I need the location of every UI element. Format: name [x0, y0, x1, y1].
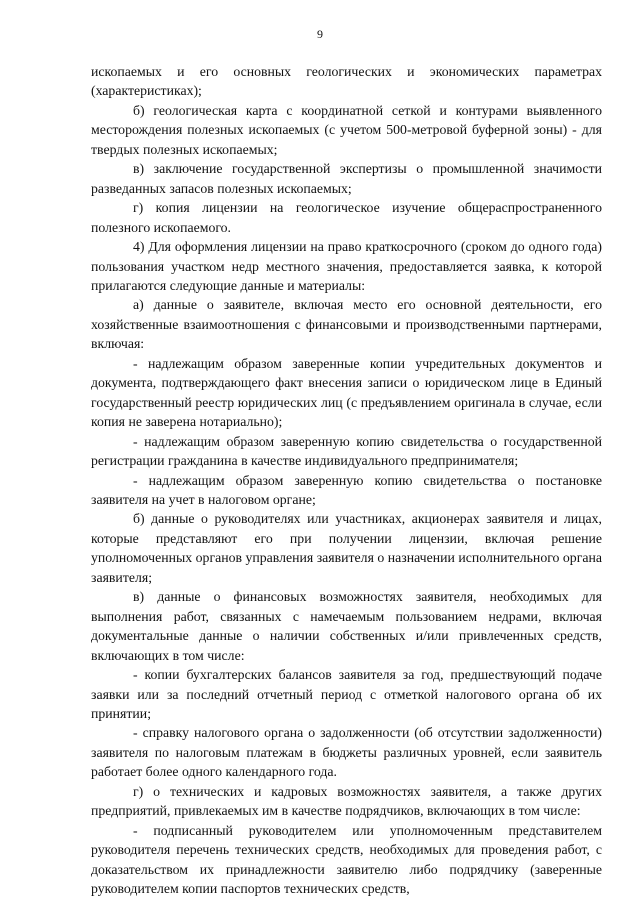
- paragraph-11: в) данные о финансовых возможностях заявителя, необходимых для выполнения работ, связанных с намечаемым пользованием недрами, включая документальные данные о наличии собственных и/или привлеченных средств, включающих в том числе:: [91, 589, 602, 663]
- paragraph-14: г) о технических и кадровых возможностях заявителя, а также других предприятий, привлекаемых им в качестве подрядчиков, включающих в том числе:: [91, 783, 602, 819]
- paragraph-2: б) геологическая карта с координатной сеткой и контурами выявленного месторождения полезных ископаемых (с учетом 500-метровой буферной зоны) - для твердых полезных ископаемых;: [91, 102, 602, 157]
- paragraph-10: б) данные о руководителях или участниках, акционерах заявителя и лицах, которые представляют его при получении лицензии, включая решение уполномоченных органов управления заявителя о назначении исполнительного органа заявителя;: [91, 511, 602, 585]
- paragraph-3: в) заключение государственной экспертизы о промышленной значимости разведанных запасов полезных ископаемых;: [91, 161, 602, 196]
- paragraph-1: ископаемых и его основных геологических и экономических параметрах (характеристиках);: [91, 64, 602, 99]
- paragraph-13: - справку налогового органа о задолженности (об отсутствии задолженности) заявителя по налоговым платежам в бюджеты различных уровней, если заявитель работает более одного календарного года.: [91, 725, 602, 780]
- paragraph-5: 4) Для оформления лицензии на право краткосрочного (сроком до одного года) пользования участком недр местного значения, предоставляется заявка, к которой прилагаются следующие данные и материалы:: [91, 239, 602, 293]
- paragraph-6: а) данные о заявителе, включая место его основной деятельности, его хозяйственные взаимоотношения с финансовыми и производственными партнерами, включая:: [91, 297, 602, 352]
- paragraph-4: г) копия лицензии на геологическое изучение общераспространенного полезного ископаемого.: [91, 200, 602, 235]
- paragraph-12: - копии бухгалтерских балансов заявителя за год, предшествующий подаче заявки или за последний отчетный период с отметкой налогового органа об их принятии;: [91, 667, 602, 721]
- document-body: [91, 62, 602, 898]
- paragraph-15: - подписанный руководителем или уполномоченным представителем руководителя перечень технических средств, необходимых для проведения работ, с доказательством их принадлежности заявителю либо подрядчику (заверенные руководителем копии паспортов технических средств,: [91, 822, 602, 897]
- page-number: 9: [317, 27, 323, 41]
- paragraph-7: - надлежащим образом заверенные копии учредительных документов и документа, подтверждающего факт внесения записи о юридическом лице в Единый государственный реестр юридических лиц (с предъявлением оригинала в случае, если копия не заверена нотариально);: [91, 355, 602, 430]
- paragraph-9: - надлежащим образом заверенную копию свидетельства о постановке заявителя на учет в налоговом органе;: [91, 472, 602, 507]
- paragraph-8: - надлежащим образом заверенную копию свидетельства о государственной регистрации гражданина в качестве индивидуального предпринимателя;: [91, 433, 602, 469]
